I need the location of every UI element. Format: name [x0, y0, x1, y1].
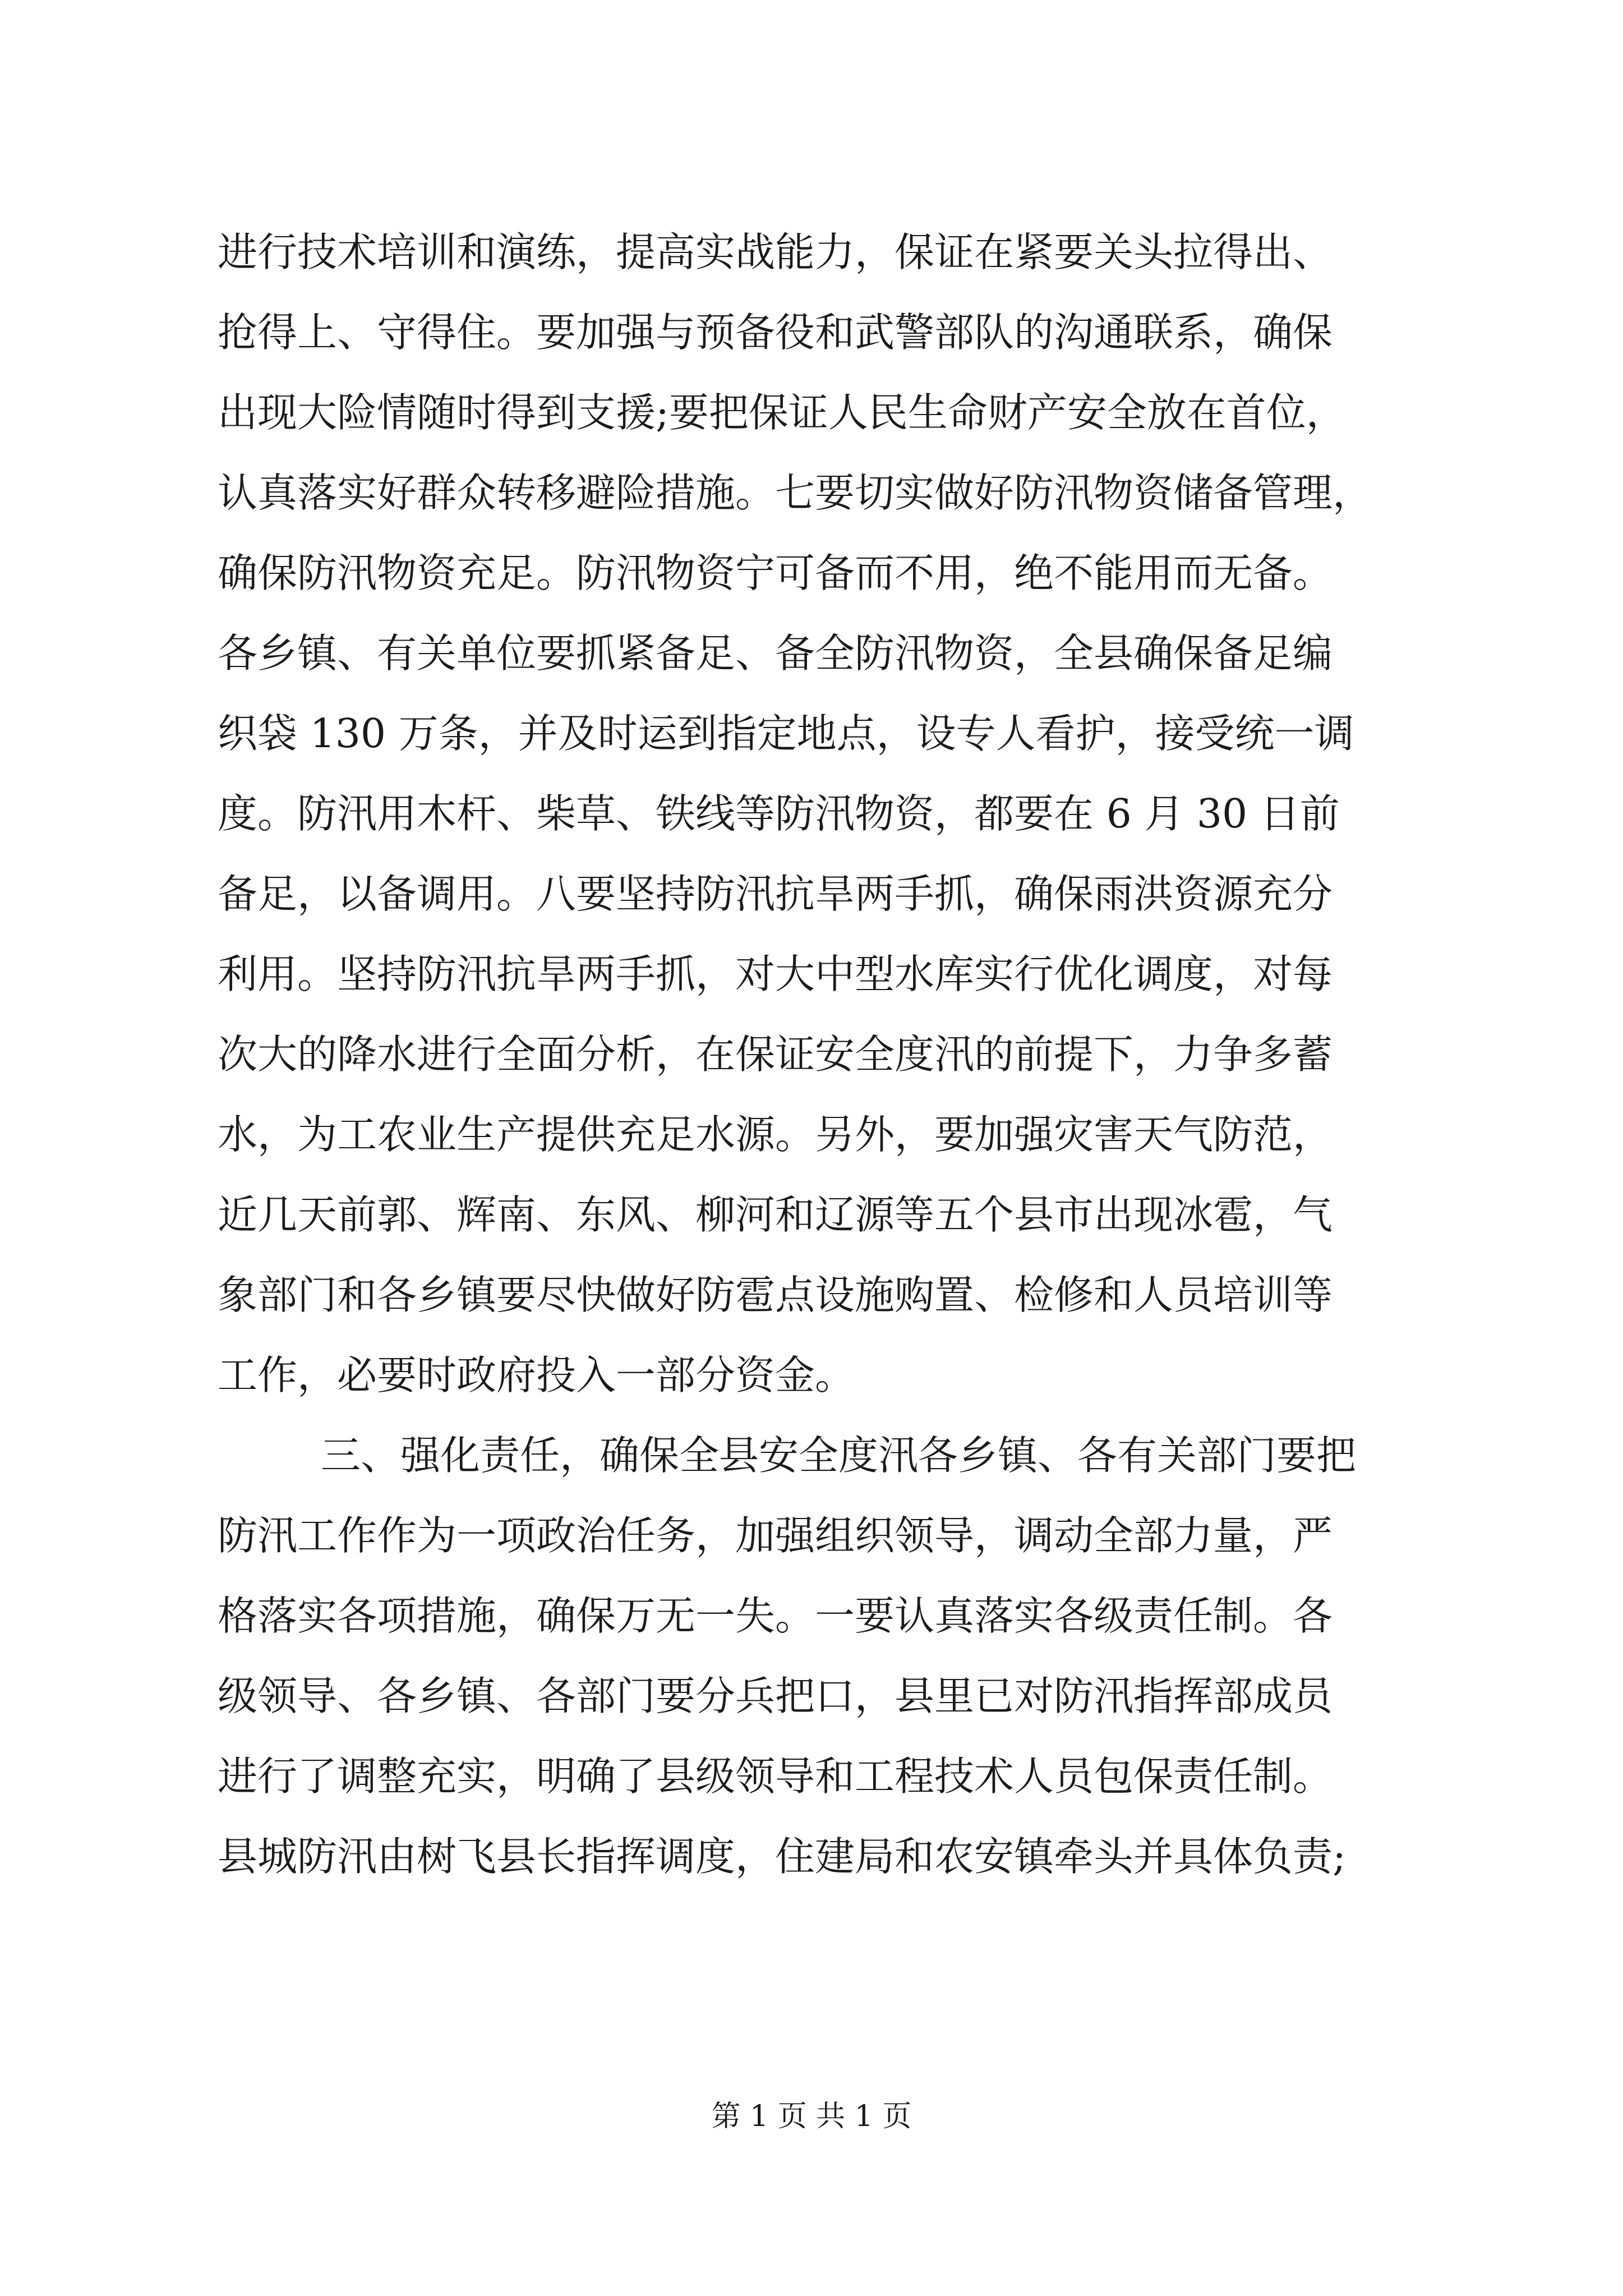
text-line: 防汛工作作为一项政治任务，加强组织领导，调动全部力量，严 — [218, 1512, 1333, 1559]
text-line: 确保防汛物资充足。防汛物资宁可备而不用，绝不能用而无备。 — [218, 550, 1333, 596]
text-line: 各乡镇、有关单位要抓紧备足、备全防汛物资，全县确保备足编 — [218, 630, 1333, 677]
document-body — [218, 212, 1485, 1897]
text-line: 近几天前郭、辉南、东风、柳河和辽源等五个县市出现冰雹，气 — [218, 1191, 1333, 1238]
text-line: 级领导、各乡镇、各部门要分兵把口，县里已对防汛指挥部成员 — [218, 1673, 1333, 1719]
page-number-label: 第 1 页 共 1 页 — [711, 2100, 912, 2133]
text-line: 水，为工农业生产提供充足水源。另外，要加强灾害天气防范， — [218, 1111, 1333, 1158]
text-line: 格落实各项措施，确保万无一失。一要认真落实各级责任制。各 — [218, 1593, 1333, 1639]
text-line: 认真落实好群众转移避险措施。七要切实做好防汛物资储备管理， — [218, 470, 1373, 516]
text-line: 县城防汛由树飞县长指挥调度，住建局和农安镇牵头并具体负责; — [218, 1833, 1346, 1880]
text-line: 出现大险情随时得到支援;要把保证人民生命财产安全放在首位， — [218, 389, 1346, 436]
page-footer — [0, 2092, 1623, 2134]
text-line: 象部门和各乡镇要尽快做好防雹点设施购置、检修和人员培训等 — [218, 1272, 1333, 1318]
text-line: 工作，必要时政府投入一部分资金。 — [218, 1352, 855, 1398]
text-line: 进行技术培训和演练，提高实战能力，保证在紧要关头拉得出、 — [218, 229, 1333, 275]
section-heading-line: 三、强化责任，确保全县安全度汛各乡镇、各有关部门要把 — [321, 1432, 1357, 1479]
text-line: 度。防汛用木杆、柴草、铁线等防汛物资，都要在 6 月 30 日前 — [218, 790, 1340, 837]
text-line: 进行了调整充实，明确了县级领导和工程技术人员包保责任制。 — [218, 1753, 1333, 1800]
text-line: 织袋 130 万条，并及时运到指定地点，设专人看护，接受统一调 — [218, 710, 1354, 757]
text-line: 备足，以备调用。八要坚持防汛抗旱两手抓，确保雨洪资源充分 — [218, 871, 1333, 917]
text-line: 利用。坚持防汛抗旱两手抓，对大中型水库实行优化调度，对每 — [218, 951, 1333, 997]
text-line: 次大的降水进行全面分析，在保证安全度汛的前提下，力争多蓄 — [218, 1031, 1333, 1078]
text-line: 抢得上、守得住。要加强与预备役和武警部队的沟通联系，确保 — [218, 309, 1333, 356]
